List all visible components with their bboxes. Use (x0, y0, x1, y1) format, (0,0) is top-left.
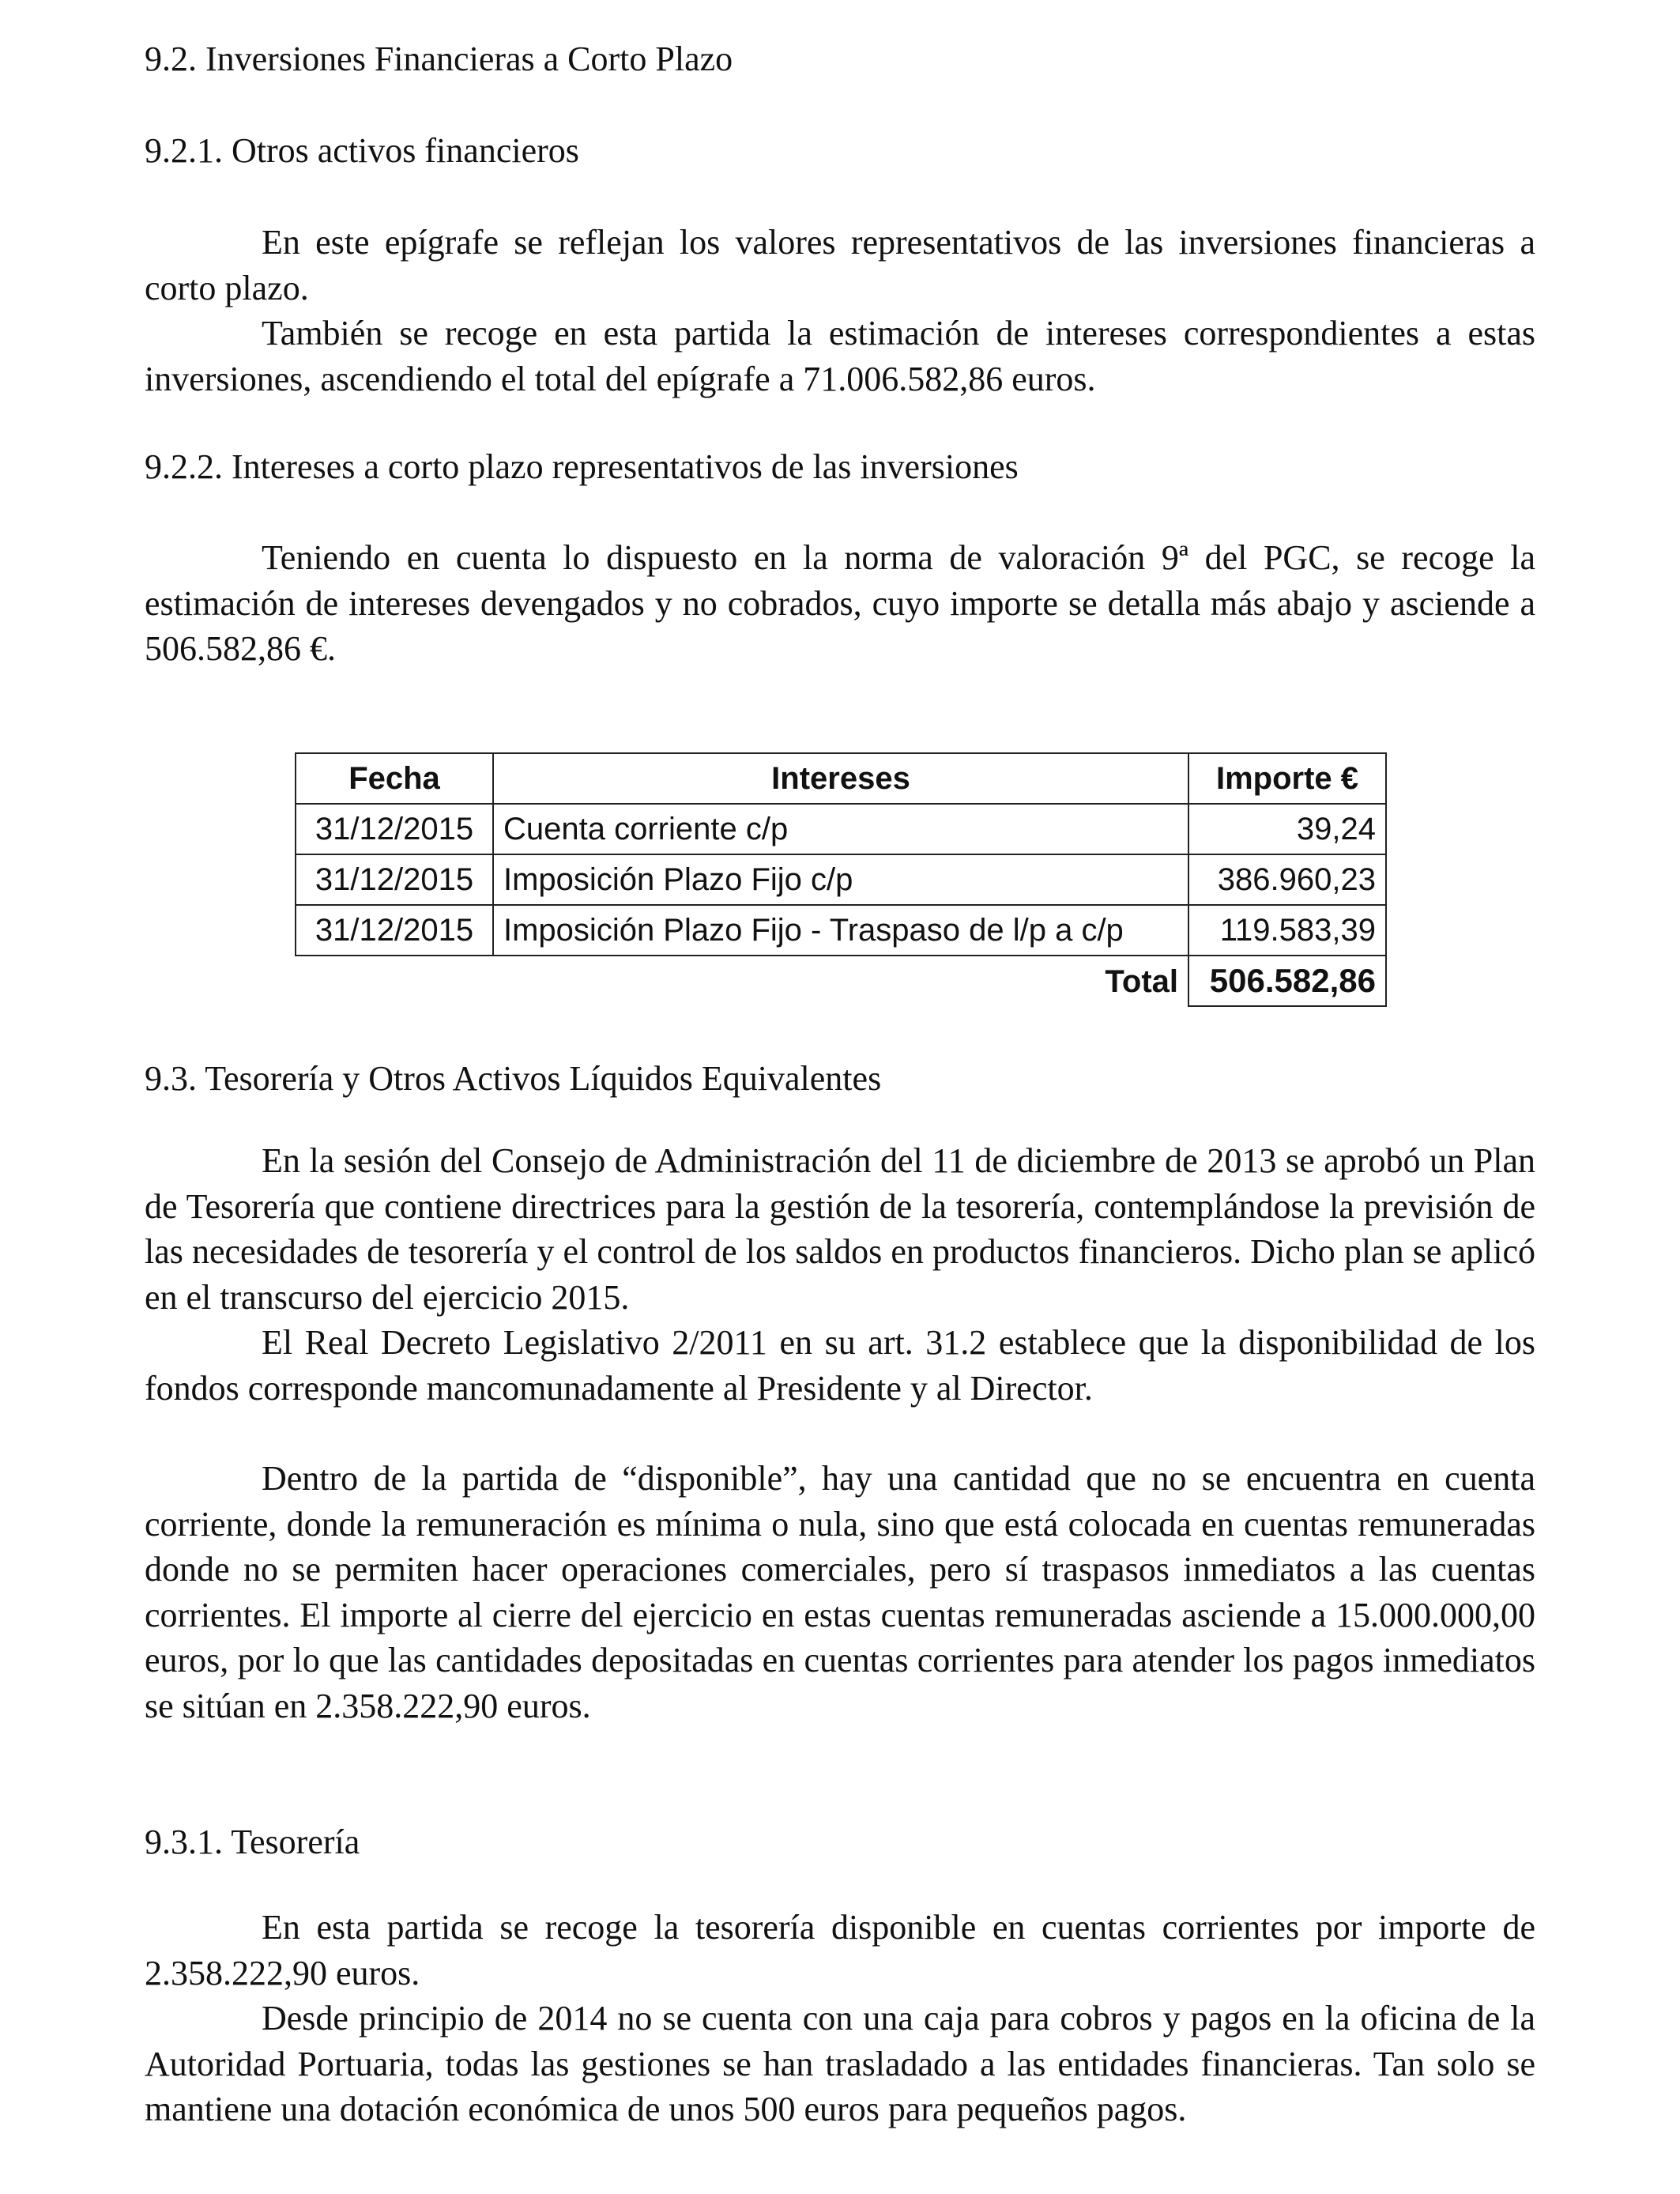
table-row (296, 804, 1386, 854)
section-9-2-1-paragraph-2: También se recoge en esta partida la estimación de intereses correspondientes a estas inversiones, ascendiendo el total del epígrafe a 71.006.582,86 euros. (145, 314, 1535, 398)
row-date: 31/12/2015 (296, 905, 493, 956)
section-9-3-title: 9.3. Tesorería y Otros Activos Líquidos Equivalentes (145, 1059, 882, 1098)
row-description: Imposición Plazo Fijo - Traspaso de l/p a c/p (493, 905, 1188, 956)
section-9-2-1-paragraph-1: En este epígrafe se reflejan los valores representativos de las inversiones financieras a corto plazo. (145, 223, 1535, 307)
table-row (296, 905, 1386, 956)
section-9-3-paragraph-2: El Real Decreto Legislativo 2/2011 en su art. 31.2 establece que la disponibilidad de los fondos corresponde mancomunadamente al Presidente y al Director. (145, 1323, 1535, 1408)
table-row (296, 854, 1386, 905)
section-9-2-2-title: 9.2.2. Intereses a corto plazo representativos de las inversiones (145, 447, 1019, 486)
header-importe: Importe € (1188, 753, 1386, 804)
section-9-3-1-paragraph-1: En esta partida se recoge la tesorería disponible en cuentas corrientes por importe de 2.358.222,90 euros. (145, 1908, 1535, 1992)
header-fecha: Fecha (296, 753, 493, 804)
section-9-3-paragraph-1: En la sesión del Consejo de Administración del 11 de diciembre de 2013 se aprobó un Plan de Tesorería que contiene directrices para la gestión de la tesorería, contemplándose la previsión de las necesidades de tesorería y el control de los saldos en productos financieros. Dicho plan se aplicó en el transcurso del ejercicio 2015. (145, 1141, 1535, 1317)
total-blank-cell (296, 956, 493, 1006)
total-label: Total (493, 956, 1188, 1006)
section-9-3-1-title: 9.3.1. Tesorería (145, 1823, 360, 1861)
row-date: 31/12/2015 (296, 854, 493, 905)
section-9-2-1-title: 9.2.1. Otros activos financieros (145, 131, 579, 170)
section-9-3-1-paragraph-2: Desde principio de 2014 no se cuenta con una caja para cobros y pagos en la oficina de la Autoridad Portuaria, todas las gestiones se han trasladado a las entidades financieras. Tan solo se mantiene una dotación económica de unos 500 euros para pequeños pagos. (145, 1999, 1535, 2128)
row-date: 31/12/2015 (296, 804, 493, 854)
row-description: Imposición Plazo Fijo c/p (493, 854, 1188, 905)
row-amount: 119.583,39 (1188, 905, 1386, 956)
section-9-3-paragraph-3: Dentro de la partida de “disponible”, hay una cantidad que no se encuentra en cuenta corriente, donde la remuneración es mínima o nula, sino que está colocada en cuentas remuneradas donde no se permiten hacer operaciones comerciales, pero sí traspasos inmediatos a las cuentas corrientes. El importe al cierre del ejercicio en estas cuentas remuneradas asciende a 15.000.000,00 euros, por lo que las cantidades depositadas en cuentas corrientes para atender los pagos inmediatos se sitúan en 2.358.222,90 euros. (145, 1459, 1535, 1725)
section-9-2-2-paragraph-1: Teniendo en cuenta lo dispuesto en la norma de valoración 9ª del PGC, se recoge la estimación de intereses devengados y no cobrados, cuyo importe se detalla más abajo y asciende a 506.582,86 €. (145, 538, 1535, 668)
row-amount: 386.960,23 (1188, 854, 1386, 905)
header-intereses: Intereses (493, 753, 1188, 804)
total-amount: 506.582,86 (1188, 956, 1386, 1006)
row-description: Cuenta corriente c/p (493, 804, 1188, 854)
section-9-2-title: 9.2. Inversiones Financieras a Corto Plazo (145, 40, 733, 78)
interest-table-container (295, 752, 1385, 1007)
row-amount: 39,24 (1188, 804, 1386, 854)
table-header-row (296, 753, 1386, 804)
table-total-row (296, 956, 1386, 1006)
interest-table (295, 752, 1387, 1007)
